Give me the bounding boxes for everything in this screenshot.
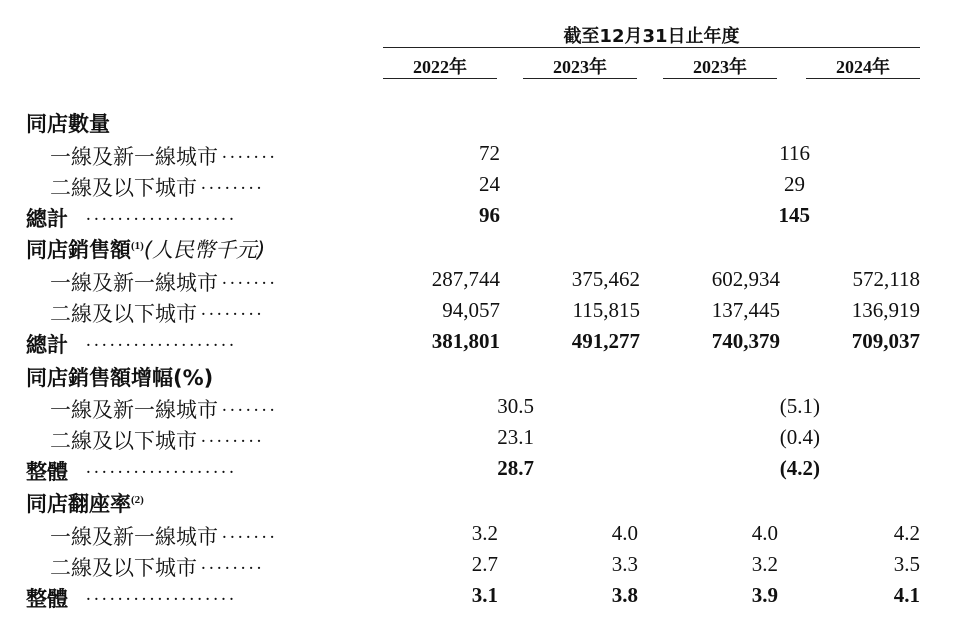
cell-value: 572,118 xyxy=(852,267,920,291)
cell-value: 115,815 xyxy=(572,298,640,322)
cell-value-total: 3.9 xyxy=(751,583,778,607)
cell-value-total: 3.8 xyxy=(611,583,638,607)
cell-value: 94,057 xyxy=(442,298,500,322)
cell-value: 2.7 xyxy=(471,552,498,576)
cell-value-total: 96 xyxy=(479,203,500,227)
row-label: 二線及以下城市 xyxy=(50,176,197,200)
row-label-total: 總計 xyxy=(26,333,68,357)
cell-value: 3.3 xyxy=(611,552,638,576)
cell-value: 29 xyxy=(784,172,805,196)
section-title-table-turnover xyxy=(26,488,144,518)
cell-value: 4.2 xyxy=(893,521,920,545)
section-title-text: 同店銷售額 xyxy=(26,238,131,262)
period-header: 截至12月31日止年度 xyxy=(563,26,740,47)
year-header-1: 2022年 xyxy=(413,57,467,77)
period-header-rule xyxy=(383,47,920,48)
year-header-rule xyxy=(383,78,497,79)
row-label: 一線及新一線城市 xyxy=(50,271,218,295)
cell-value: 30.5 xyxy=(497,394,534,418)
cell-value: 4.0 xyxy=(611,521,638,545)
cell-value-total: 4.1 xyxy=(893,583,920,607)
section-title-store-count: 同店數量 xyxy=(26,112,110,136)
leader-dots: ....... xyxy=(222,522,278,543)
row-label: 二線及以下城市 xyxy=(50,429,197,453)
cell-value-total: 740,379 xyxy=(711,329,780,353)
year-header-rule xyxy=(523,78,637,79)
cell-value: 3.2 xyxy=(471,521,498,545)
leader-dots: ....... xyxy=(222,395,278,416)
section-title-text: 同店翻座率 xyxy=(26,492,131,516)
cell-value: 287,744 xyxy=(431,267,500,291)
leader-dots: ........ xyxy=(201,299,265,320)
year-header-3: 2023年 xyxy=(693,57,747,77)
row-label: 一線及新一線城市 xyxy=(50,525,218,549)
cell-value: 4.0 xyxy=(751,521,778,545)
cell-value-total: 709,037 xyxy=(851,329,920,353)
cell-value: (5.1) xyxy=(779,394,820,418)
year-header-rule xyxy=(663,78,777,79)
row-label: 一線及新一線城市 xyxy=(50,398,218,422)
cell-value: 3.2 xyxy=(751,552,778,576)
cell-value: 116 xyxy=(779,141,810,165)
cell-value: 136,919 xyxy=(851,298,920,322)
cell-value-total: 145 xyxy=(778,203,810,227)
row-label: 二線及以下城市 xyxy=(50,556,197,580)
leader-dots: ........ xyxy=(201,553,265,574)
cell-value: 24 xyxy=(479,172,500,196)
cell-value-total: (4.2) xyxy=(779,456,820,480)
leader-dots: ........ xyxy=(201,426,265,447)
section-title-same-store-sales xyxy=(26,234,265,264)
cell-value: 3.5 xyxy=(893,552,920,576)
year-header-2: 2023年 xyxy=(553,57,607,77)
leader-dots: ........ xyxy=(201,173,265,194)
leader-dots: ................... xyxy=(86,584,238,605)
leader-dots: ....... xyxy=(222,268,278,289)
row-label-total: 整體 xyxy=(26,587,68,611)
year-header-rule xyxy=(806,78,920,79)
cell-value-total: 3.1 xyxy=(471,583,498,607)
cell-value: 137,445 xyxy=(711,298,780,322)
row-label: 二線及以下城市 xyxy=(50,302,197,326)
footnote-marker: (2) xyxy=(131,494,144,506)
footnote-marker: (1) xyxy=(131,240,144,252)
leader-dots: ....... xyxy=(222,142,278,163)
cell-value: 375,462 xyxy=(571,267,640,291)
cell-value: 602,934 xyxy=(711,267,780,291)
cell-value-total: 491,277 xyxy=(571,329,640,353)
cell-value-total: 381,801 xyxy=(431,329,500,353)
leader-dots: ................... xyxy=(86,330,238,351)
year-header-4: 2024年 xyxy=(836,57,890,77)
leader-dots: ................... xyxy=(86,204,238,225)
cell-value: 72 xyxy=(479,141,500,165)
section-title-sales-growth: 同店銷售額增幅(%) xyxy=(26,366,214,390)
row-label-total: 總計 xyxy=(26,207,68,231)
row-label-total: 整體 xyxy=(26,460,68,484)
unit-label: (人民幣千元) xyxy=(143,238,266,262)
cell-value: (0.4) xyxy=(779,425,820,449)
leader-dots: ................... xyxy=(86,457,238,478)
cell-value: 23.1 xyxy=(497,425,534,449)
cell-value-total: 28.7 xyxy=(497,456,534,480)
row-label: 一線及新一線城市 xyxy=(50,145,218,169)
